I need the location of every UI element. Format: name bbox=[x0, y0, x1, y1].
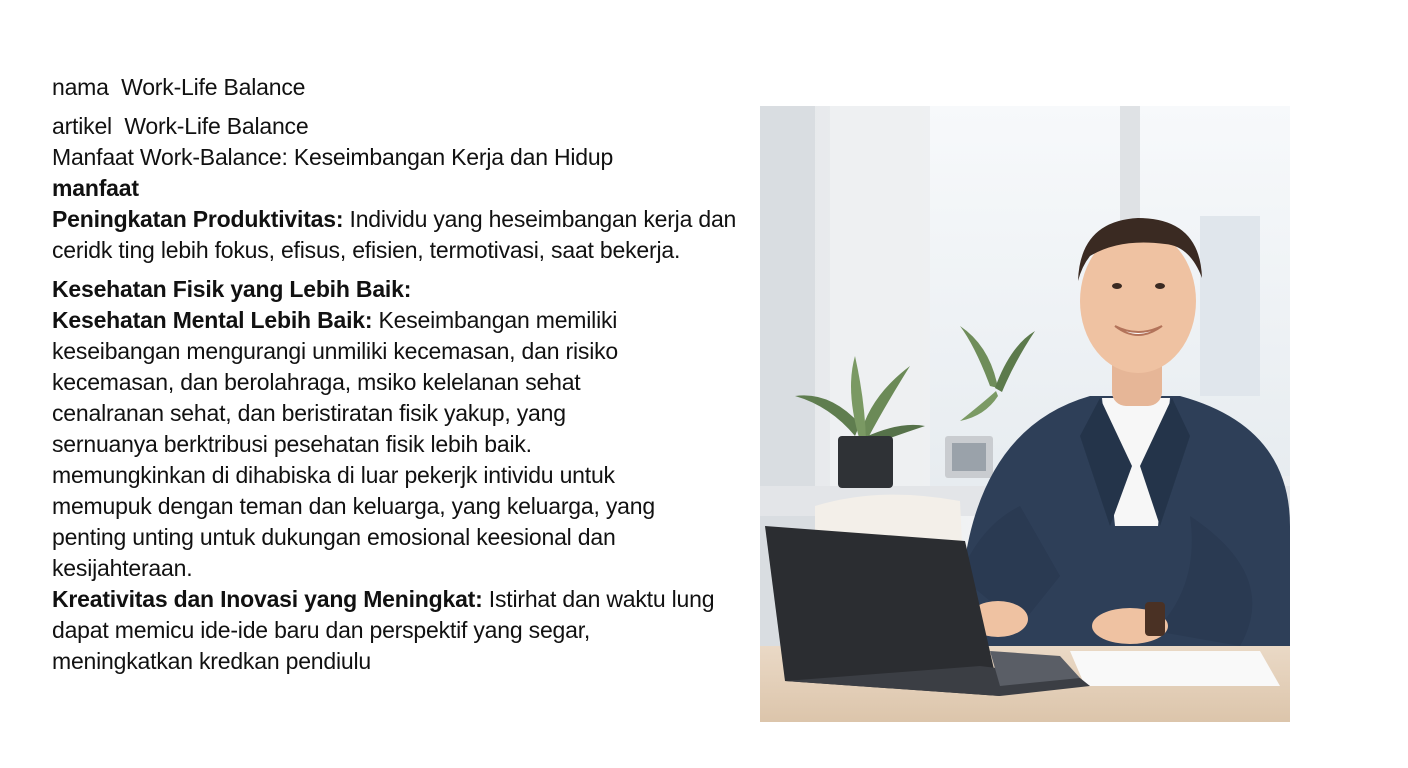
paragraph-line: keseibangan mengurangi unmiliki kecemasan, dan risiko bbox=[52, 338, 618, 364]
paragraph-line: memupuk dengan teman dan keluarga, yang keluarga, yang bbox=[52, 493, 655, 519]
name-value: Work-Life Balance bbox=[121, 74, 306, 100]
paragraph-line: dapat memicu ide-ide baru dan perspektif yang segar, bbox=[52, 617, 591, 643]
article-label: artikel bbox=[52, 113, 112, 139]
paragraph-line: kecemasan, dan berolahraga, msiko kelelanan sehat bbox=[52, 369, 581, 395]
name-row bbox=[52, 72, 742, 103]
person-laptop-photo bbox=[760, 106, 1290, 722]
physical-health-heading: Kesehatan Fisik yang Lebih Baik: bbox=[52, 276, 412, 302]
paragraph-line bbox=[52, 305, 742, 336]
paragraph-line bbox=[52, 584, 742, 615]
mental-health-heading: Kesehatan Mental Lebih Baik: bbox=[52, 307, 373, 333]
paragraph-line: memungkinkan di dihabiska di luar pekerjk intividu untuk bbox=[52, 462, 615, 488]
article-title: Manfaat Work-Balance: Keseimbangan Kerja dan Hidup bbox=[52, 144, 614, 170]
article-row bbox=[52, 111, 742, 142]
spacer bbox=[52, 266, 742, 274]
paragraph-line: sernuanya berktribusi pesehatan fisik lebih baik. bbox=[52, 431, 532, 457]
section-label: manfaat bbox=[52, 175, 139, 201]
paragraph-text: Istirhat dan waktu lung bbox=[482, 586, 715, 612]
name-label: nama bbox=[52, 74, 109, 100]
spacer bbox=[52, 103, 742, 111]
paragraph-line: ceridk ting lebih fokus, efisus, efisien, termotivasi, saat bekerja. bbox=[52, 237, 681, 263]
paragraph-text: Keseimbangan memiliki bbox=[372, 307, 618, 333]
paragraph-text: Individu yang heseimbangan kerja dan bbox=[343, 206, 737, 232]
creativity-heading: Kreativitas dan Inovasi yang Meningkat: bbox=[52, 586, 483, 612]
paragraph-line bbox=[52, 204, 742, 235]
photo-illustration bbox=[760, 106, 1290, 722]
productivity-heading: Peningkatan Produktivitas: bbox=[52, 206, 344, 232]
paragraph-line: kesijahteraan. bbox=[52, 555, 193, 581]
article-value: Work-Life Balance bbox=[124, 113, 309, 139]
paper bbox=[1070, 651, 1280, 686]
paragraph-line: meningkatkan kredkan pendiulu bbox=[52, 648, 371, 674]
paragraph-line: penting unting untuk dukungan emosional keesional dan bbox=[52, 524, 616, 550]
paragraph-line: cenalranan sehat, dan beristiratan fisik yakup, yang bbox=[52, 400, 566, 426]
article-text bbox=[52, 72, 742, 677]
